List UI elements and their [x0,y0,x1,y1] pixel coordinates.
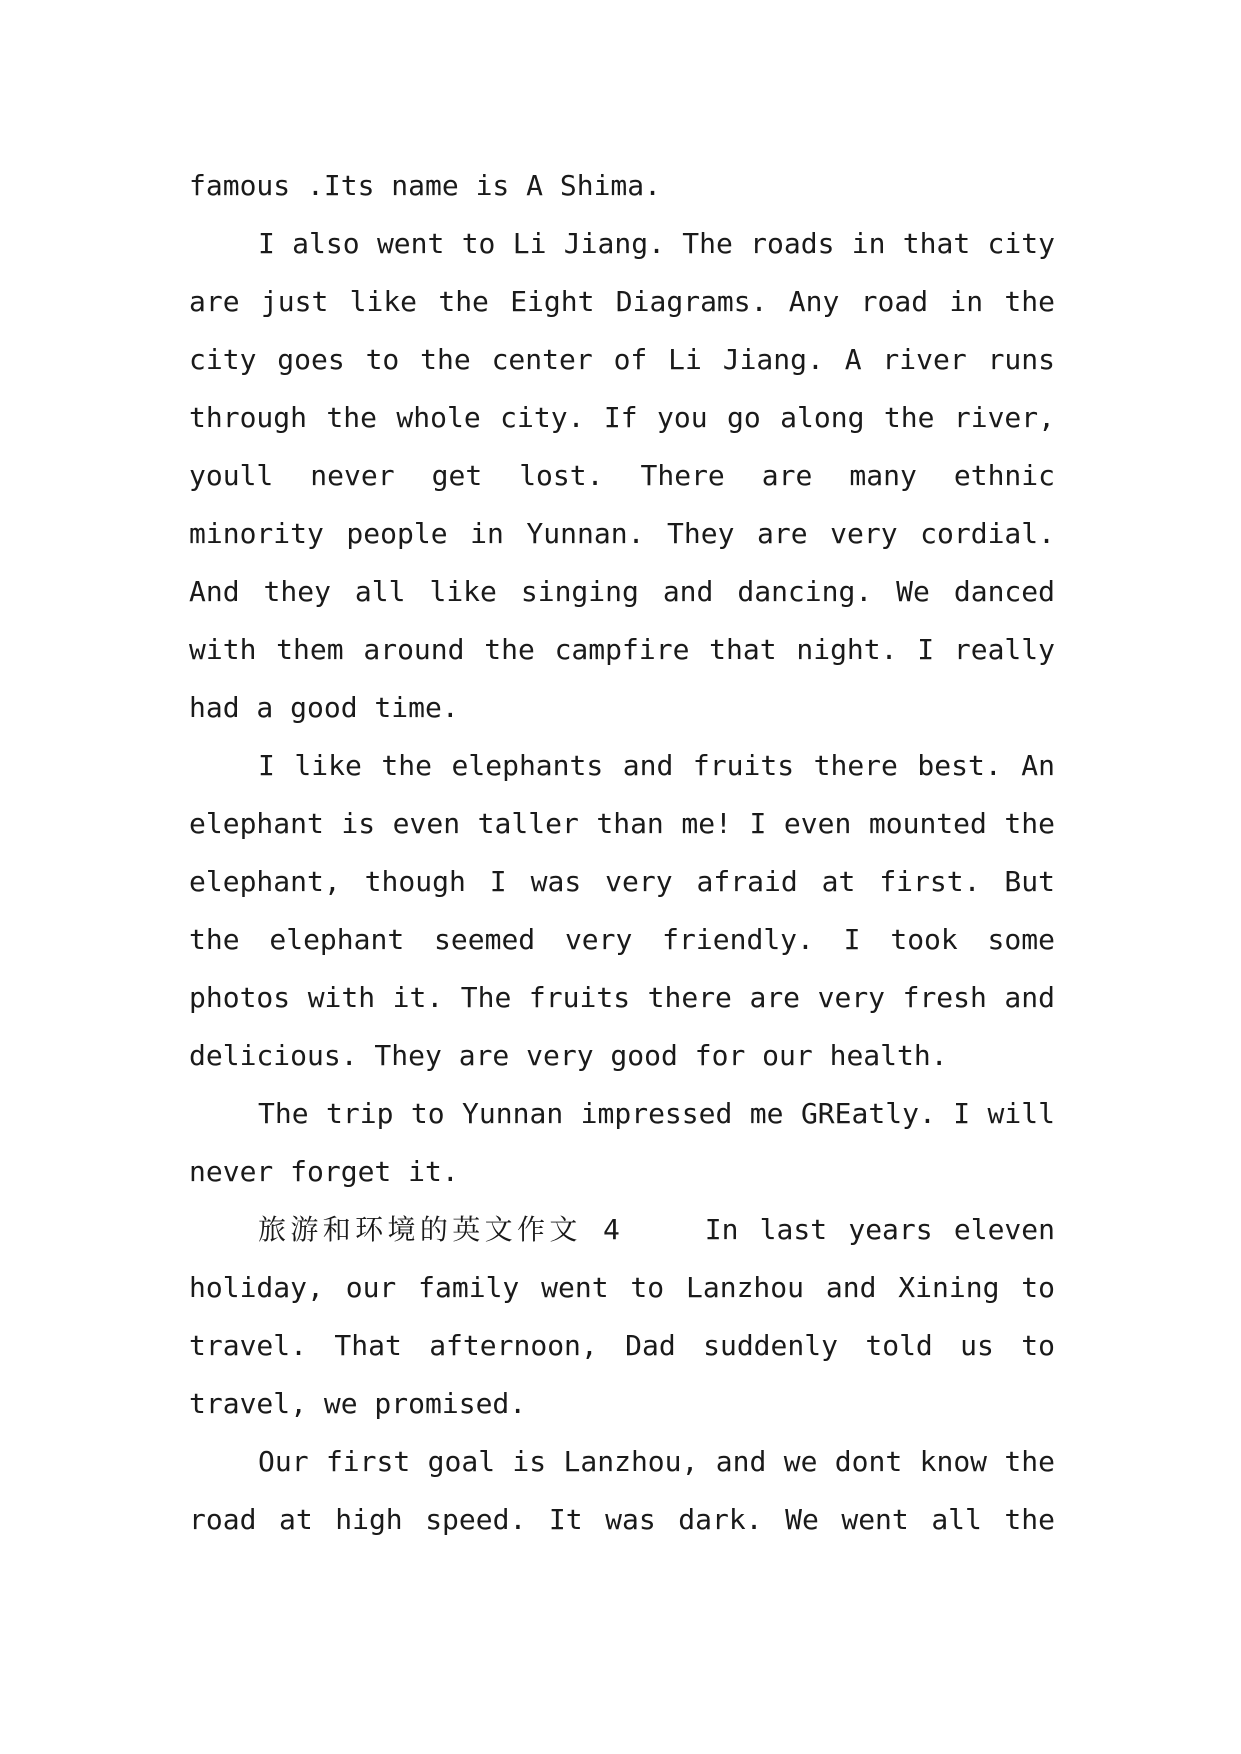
text-line: had a good time. [189,691,459,724]
text-line: youll never get lost. There are many ethnic [189,459,1055,492]
text-line: holiday, our family went to Lanzhou and Xining to [189,1271,1055,1304]
text-line: minority people in Yunnan. They are very cordial. [189,517,1055,550]
text-line: famous .Its name is A Shima. [189,169,662,202]
text-line: The trip to Yunnan impressed me GREatly. I will [258,1097,1055,1130]
text-line: I like the elephants and fruits there best. An [258,749,1055,782]
text-line: And they all like singing and dancing. We danced [189,575,1055,608]
text-line: delicious. They are very good for our health. [189,1039,948,1072]
text-line: are just like the Eight Diagrams. Any road in the [189,285,1055,318]
text-line: elephant is even taller than me! I even mounted the [189,807,1055,840]
text-line: city goes to the center of Li Jiang. A river runs [189,343,1055,376]
text-line: photos with it. The fruits there are very fresh and [189,981,1055,1014]
section-heading-line: 旅游和环境的英文作文 4 In last years eleven [258,1213,1055,1246]
text-line: the elephant seemed very friendly. I took some [189,923,1055,956]
text-line: elephant, though I was very afraid at first. But [189,865,1055,898]
text-line: travel. That afternoon, Dad suddenly told us to [189,1329,1055,1362]
text-line: through the whole city. If you go along the river, [189,401,1055,434]
text-line: road at high speed. It was dark. We went all the [189,1503,1055,1536]
text-line: travel, we promised. [189,1387,527,1420]
text-line: Our first goal is Lanzhou, and we dont know the [258,1445,1055,1478]
text-line: I also went to Li Jiang. The roads in that city [258,227,1055,260]
text-line: never forget it. [189,1155,459,1188]
text-line: with them around the campfire that night. I really [189,633,1055,666]
